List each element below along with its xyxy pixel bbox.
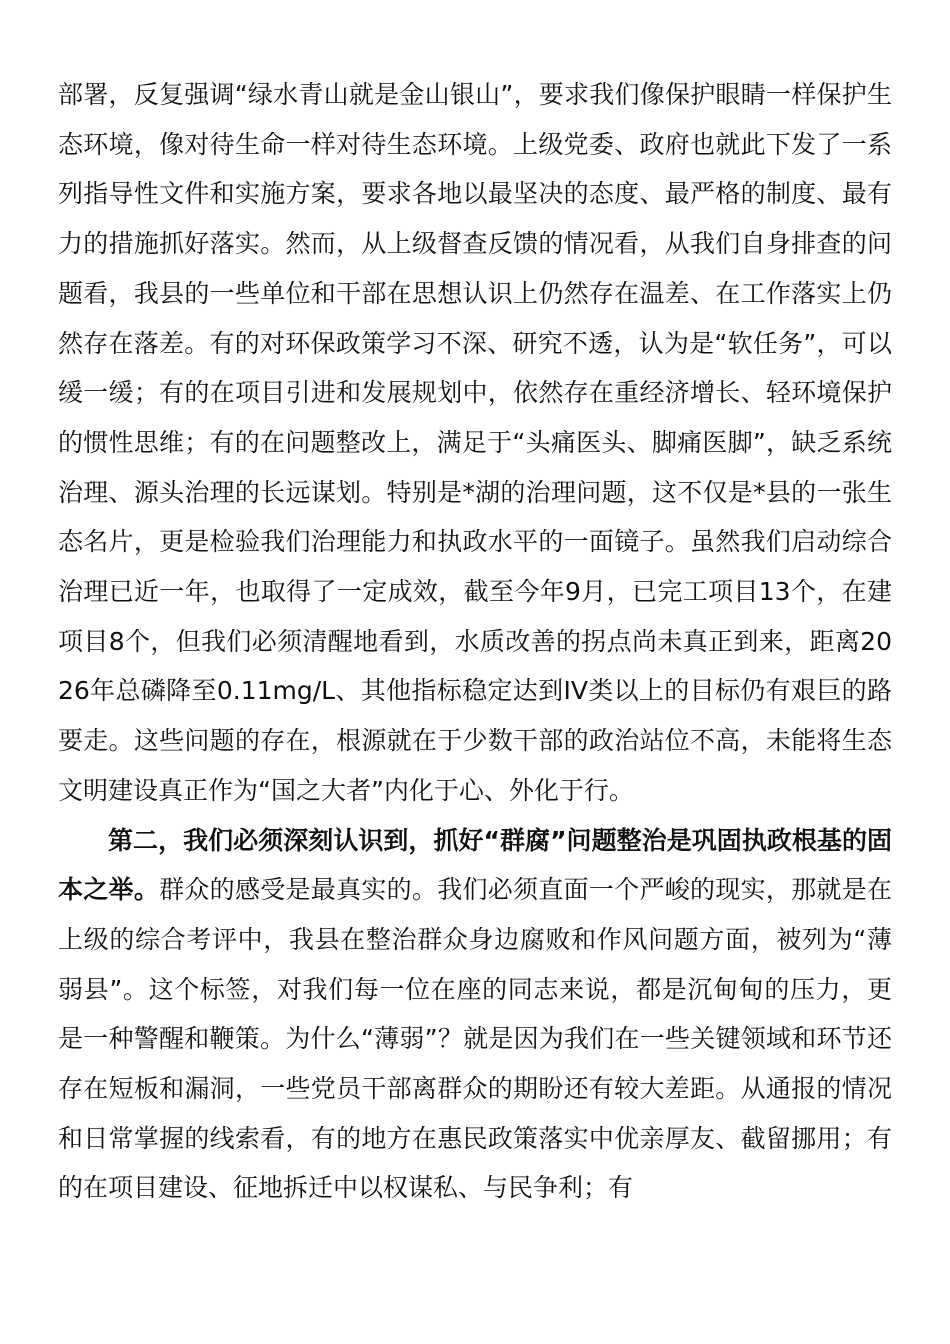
- paragraph-second-point-text: 群众的感受是最真实的。我们必须直面一个严峻的现实，那就是在上级的综合考评中，我县在整治群众身边腐败和作风问题方面，被列为“薄弱县”。这个标签，对我们每一位在座的同志来说，都是沉甸甸的压力，更是一种警醒和鞭策。为什么“薄弱”？就是因为我们在一些关键领域和环节还存在短板和漏洞，一些党员干部离群众的期盼还有较大差距。从通报的情况和日常掌握的线索看，有的地方在惠民政策落实中优亲厚友、截留挪用；有的在项目建设、征地拆迁中以权谋私、与民争利；有: [58, 875, 892, 1203]
- paragraph-second-point-heading: 第二，我们必须深刻认识到，抓好“群腐”问题整治是巩固执政根基的固本之举。: [58, 825, 892, 905]
- paragraph-second-point: [58, 816, 892, 1214]
- paragraph-environment: [58, 70, 892, 816]
- paragraph-environment-text: 部署，反复强调“绿水青山就是金山银山”，要求我们像保护眼睛一样保护生态环境，像对待生命一样对待生态环境。上级党委、政府也就此下发了一系列指导性文件和实施方案，要求各地以最坚决的态度、最严格的制度、最有力的措施抓好落实。然而，从上级督查反馈的情况看，从我们自身排查的问题看，我县的一些单位和干部在思想认识上仍然存在温差、在工作落实上仍然存在落差。有的对环保政策学习不深、研究不透，认为是“软任务”，可以缓一缓；有的在项目引进和发展规划中，依然存在重经济增长、轻环境保护的惯性思维；有的在问题整改上，满足于“头痛医头、脚痛医脚”，缺乏系统治理、源头治理的长远谋划。特别是*湖的治理问题，这不仅是*县的一张生态名片，更是检验我们治理能力和执政水平的一面镜子。虽然我们启动综合治理已近一年，也取得了一定成效，截至今年9月，已完工项目13个，在建项目8个，但我们必须清醒地看到，水质改善的拐点尚未真正到来，距离2026年总磷降至0.11mg/L、其他指标稳定达到IV类以上的目标仍有艰巨的路要走。这些问题的存在，根源就在于少数干部的政治站位不高，未能将生态文明建设真正作为“国之大者”内化于心、外化于行。: [58, 80, 893, 805]
- document-body: [58, 70, 892, 1213]
